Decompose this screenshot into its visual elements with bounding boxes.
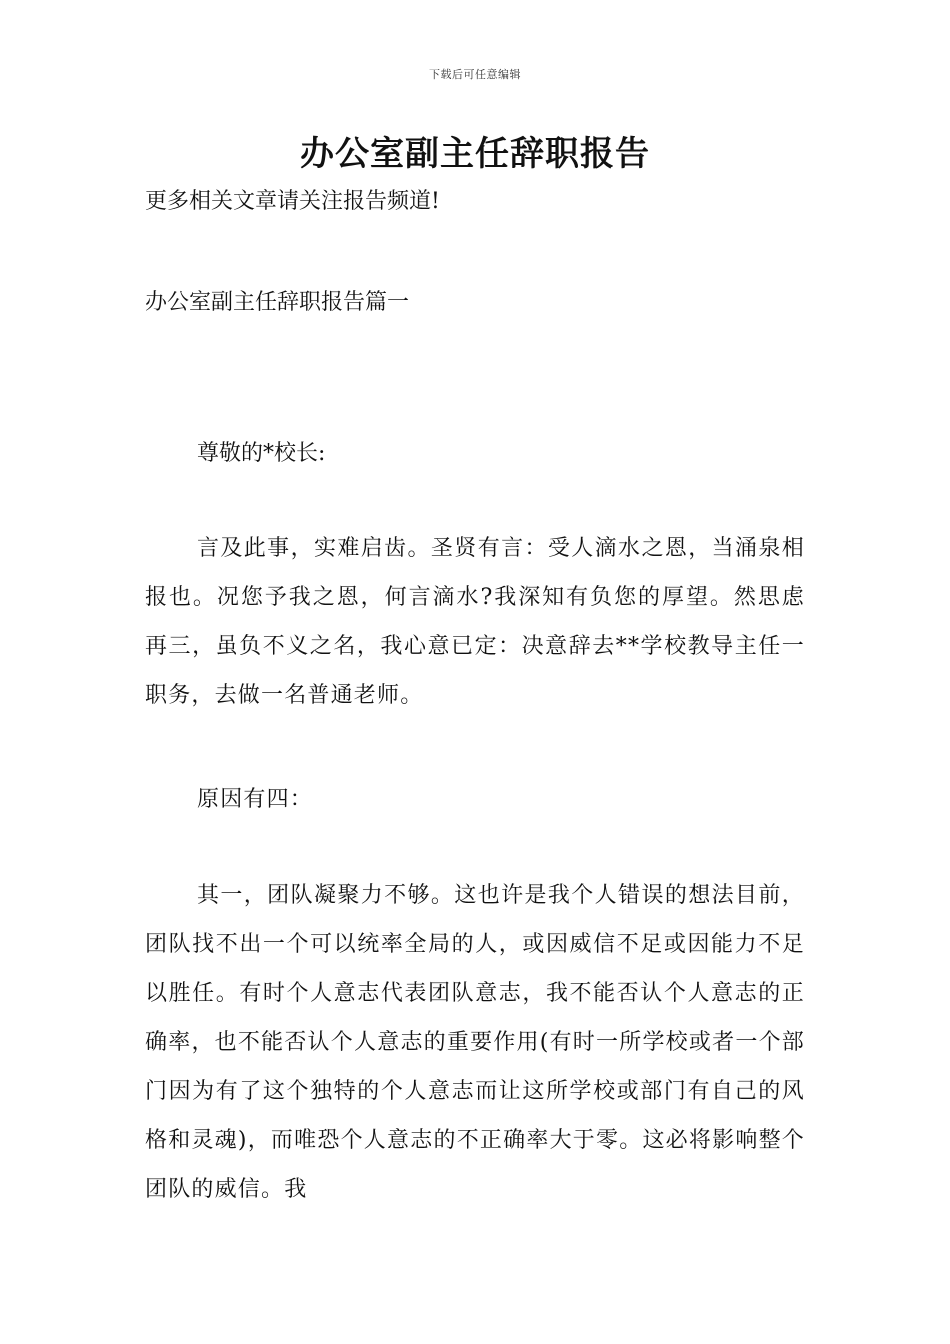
- document-title: 办公室副主任辞职报告: [300, 134, 650, 174]
- section-title: 办公室副主任辞职报告篇一: [145, 290, 410, 315]
- header-note: 下载后可任意编辑: [429, 68, 521, 81]
- intro-line: 更多相关文章请关注报告频道!: [145, 189, 440, 214]
- salutation: 尊敬的*校长:: [197, 441, 326, 466]
- paragraph-2: 原因有四：: [197, 787, 314, 812]
- paragraph-1: 言及此事，实难启齿。圣贤有言：受人滴水之恩，当涌泉相报也。况您予我之恩，何言滴水?我深知有负您的厚望。然思虑再三，虽负不义之名，我心意已定：决意辞去**学校教导主任一职务，去做一名普通老师。: [145, 536, 805, 708]
- paragraph-3: 其一，团队凝聚力不够。这也许是我个人错误的想法目前，团队找不出一个可以统率全局的人，或因威信不足或因能力不足以胜任。有时个人意志代表团队意志，我不能否认个人意志的正确率，也不能否认个人意志的重要作用(有时一所学校或者一个部门因为有了这个独特的个人意志而让这所学校或部门有自己的风格和灵魂)，而唯恐个人意志的不正确率大于零。这必将影响整个团队的威信。我: [145, 883, 805, 1202]
